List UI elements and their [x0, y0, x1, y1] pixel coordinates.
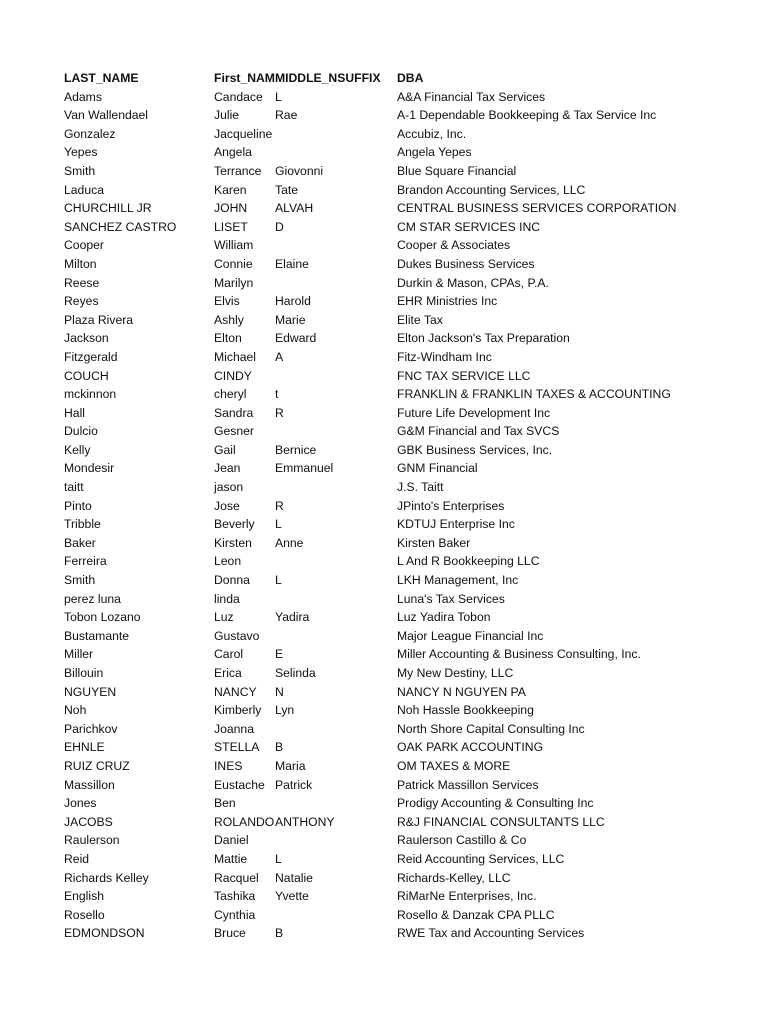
- cell-first-name: Cynthia: [214, 907, 256, 922]
- cell-last-name: Gonzalez: [64, 126, 116, 141]
- cell-dba: My New Destiny, LLC: [397, 666, 514, 680]
- cell-dba: Noh Hassle Bookkeeping: [397, 703, 534, 718]
- cell-middle-name: N: [275, 684, 284, 699]
- cell-first-name: Gail: [214, 442, 236, 457]
- cell-last-name: Tribble: [64, 517, 101, 532]
- table-header: [64, 69, 744, 88]
- cell-first-name: Elton: [214, 331, 242, 346]
- table-row: [64, 515, 744, 534]
- cell-first-name: Jean: [214, 461, 241, 476]
- cell-dba: FRANKLIN & FRANKLIN TAXES & ACCOUNTING: [397, 387, 671, 402]
- cell-first-name: Carol: [214, 647, 244, 662]
- cell-middle-name: B: [275, 740, 284, 755]
- cell-dba: CM STAR SERVICES INC: [397, 219, 541, 234]
- cell-last-name: Laduca: [64, 182, 104, 197]
- cell-last-name: perez luna: [64, 591, 121, 606]
- table-row: [64, 813, 744, 832]
- cell-first-name: CINDY: [214, 368, 252, 383]
- table-row: [64, 683, 744, 702]
- cell-dba: Dukes Business Services: [397, 256, 535, 271]
- cell-last-name: Mondesir: [64, 461, 115, 476]
- table-row: [64, 311, 744, 330]
- cell-middle-name: L: [275, 573, 282, 588]
- table-row: [64, 162, 744, 181]
- cell-middle-name: L: [275, 89, 282, 104]
- cell-middle-name: Giovonni: [275, 163, 324, 178]
- cell-last-name: NGUYEN: [64, 684, 117, 699]
- cell-dba: Miller Accounting & Business Consulting, Inc.: [397, 647, 641, 662]
- cell-last-name: Yepes: [64, 145, 98, 160]
- cell-dba: J.S. Taitt: [397, 480, 444, 495]
- table-row: [64, 701, 744, 720]
- cell-middle-name: L: [275, 517, 282, 532]
- table-row: [64, 850, 744, 869]
- table-row: [64, 255, 744, 274]
- table-row: [64, 274, 744, 293]
- cell-middle-name: D: [275, 219, 284, 234]
- cell-dba: Luz Yadira Tobon: [397, 610, 491, 625]
- cell-first-name: Eustache: [214, 777, 265, 792]
- cell-dba: A-1 Dependable Bookkeeping & Tax Service Inc: [397, 108, 657, 123]
- table-row: [64, 645, 744, 664]
- cell-last-name: Reese: [64, 275, 100, 290]
- cell-dba: Rosello & Danzak CPA PLLC: [397, 907, 555, 922]
- cell-first-name: NANCY: [214, 684, 257, 699]
- cell-dba: R&J FINANCIAL CONSULTANTS LLC: [397, 814, 605, 829]
- cell-dba: Blue Square Financial: [397, 163, 517, 178]
- cell-last-name: Jackson: [64, 331, 109, 346]
- cell-dba: Angela Yepes: [397, 145, 472, 160]
- cell-first-name: Michael: [214, 349, 256, 364]
- cell-last-name: Cooper: [64, 238, 104, 253]
- cell-last-name: Milton: [64, 256, 97, 271]
- table-row: [64, 831, 744, 850]
- header-first-middle-suffix: First_NAMMIDDLE_NSUFFIX: [214, 71, 381, 85]
- cell-last-name: Miller: [64, 647, 94, 662]
- cell-middle-name: Anne: [275, 535, 304, 550]
- cell-first-name: Leon: [214, 554, 242, 569]
- cell-dba: Elite Tax: [397, 312, 443, 327]
- table-row: [64, 664, 744, 683]
- cell-last-name: Bustamante: [64, 628, 130, 643]
- cell-first-name: Elvis: [214, 294, 240, 309]
- cell-last-name: taitt: [64, 480, 84, 495]
- cell-last-name: Noh: [64, 703, 87, 718]
- cell-dba: FNC TAX SERVICE LLC: [397, 368, 531, 383]
- cell-middle-name: B: [275, 926, 284, 941]
- cell-dba: Reid Accounting Services, LLC: [397, 851, 565, 866]
- cell-middle-name: Lyn: [275, 703, 295, 718]
- table-row: [64, 571, 744, 590]
- cell-first-name: Karen: [214, 182, 247, 197]
- cell-middle-name: R: [275, 405, 284, 420]
- table-row: [64, 627, 744, 646]
- table-row: [64, 552, 744, 571]
- cell-dba: A&A Financial Tax Services: [397, 89, 546, 104]
- cell-middle-name: Emmanuel: [275, 461, 334, 476]
- cell-middle-name: Elaine: [275, 256, 309, 271]
- cell-first-name: ROLANDO: [214, 814, 274, 829]
- cell-last-name: Pinto: [64, 498, 92, 513]
- cell-dba: Luna's Tax Services: [397, 591, 505, 606]
- directory-table: [64, 69, 744, 943]
- cell-middle-name: Rae: [275, 108, 298, 123]
- cell-last-name: RUIZ CRUZ: [64, 758, 130, 773]
- cell-last-name: EDMONDSON: [64, 926, 145, 941]
- cell-dba: G&M Financial and Tax SVCS: [397, 424, 560, 439]
- cell-first-name: Beverly: [214, 517, 255, 532]
- cell-first-name: Terrance: [214, 163, 262, 178]
- cell-dba: North Shore Capital Consulting Inc: [397, 721, 585, 736]
- cell-last-name: Reyes: [64, 294, 99, 309]
- cell-last-name: Fitzgerald: [64, 349, 118, 364]
- cell-first-name: Ashly: [214, 312, 244, 327]
- cell-last-name: Hall: [64, 405, 85, 420]
- cell-last-name: Van Wallendael: [64, 108, 149, 123]
- cell-first-name: Angela: [214, 145, 252, 160]
- cell-dba: GNM Financial: [397, 461, 478, 476]
- cell-last-name: EHNLE: [64, 740, 105, 755]
- cell-middle-name: ANTHONY: [275, 814, 335, 829]
- cell-middle-name: Marie: [275, 312, 306, 327]
- cell-first-name: INES: [214, 758, 243, 773]
- cell-first-name: JOHN: [214, 201, 248, 216]
- cell-dba: OM TAXES & MORE: [397, 758, 511, 773]
- cell-first-name: STELLA: [214, 740, 260, 755]
- table-row: [64, 720, 744, 739]
- header-dba: DBA: [397, 71, 424, 85]
- table-row: [64, 385, 744, 404]
- cell-first-name: Jose: [214, 498, 240, 513]
- table-row: [64, 497, 744, 516]
- table-row: [64, 348, 744, 367]
- cell-last-name: Ferreira: [64, 554, 107, 569]
- cell-dba: Major League Financial Inc: [397, 628, 544, 643]
- cell-middle-name: Tate: [275, 182, 299, 197]
- table-row: [64, 608, 744, 627]
- cell-dba: Raulerson Castillo & Co: [397, 833, 527, 848]
- cell-dba: L And R Bookkeeping LLC: [397, 554, 540, 569]
- cell-dba: NANCY N NGUYEN PA: [397, 684, 526, 699]
- cell-last-name: Reid: [64, 851, 90, 866]
- cell-dba: Durkin & Mason, CPAs, P.A.: [397, 275, 549, 290]
- cell-first-name: linda: [214, 591, 240, 606]
- cell-first-name: Racquel: [214, 870, 259, 885]
- cell-middle-name: A: [275, 349, 284, 364]
- table-row: [64, 776, 744, 795]
- cell-first-name: William: [214, 238, 254, 253]
- cell-dba: Fitz-Windham Inc: [397, 349, 492, 364]
- cell-middle-name: Maria: [275, 758, 306, 773]
- table-row: [64, 106, 744, 125]
- cell-dba: Richards-Kelley, LLC: [397, 870, 511, 885]
- cell-middle-name: Natalie: [275, 870, 313, 885]
- cell-last-name: JACOBS: [64, 814, 113, 829]
- cell-last-name: Richards Kelley: [64, 870, 149, 885]
- cell-first-name: Julie: [214, 108, 240, 123]
- cell-last-name: SANCHEZ CASTRO: [64, 219, 177, 234]
- table-row: [64, 292, 744, 311]
- cell-last-name: Parichkov: [64, 721, 118, 736]
- cell-dba: Future Life Development Inc: [397, 405, 551, 420]
- cell-dba: RWE Tax and Accounting Services: [397, 926, 585, 941]
- cell-dba: LKH Management, Inc: [397, 573, 519, 588]
- cell-last-name: English: [64, 889, 104, 904]
- cell-first-name: Mattie: [214, 851, 248, 866]
- table-row: [64, 906, 744, 925]
- cell-last-name: Dulcio: [64, 424, 98, 439]
- cell-last-name: CHURCHILL JR: [64, 201, 152, 216]
- cell-first-name: Jacqueline: [214, 126, 273, 141]
- cell-last-name: Rosello: [64, 907, 105, 922]
- cell-middle-name: Selinda: [275, 666, 316, 680]
- cell-first-name: Gesner: [214, 424, 254, 439]
- cell-middle-name: L: [275, 851, 282, 866]
- table-row: [64, 869, 744, 888]
- table-row: [64, 236, 744, 255]
- table-row: [64, 329, 744, 348]
- cell-middle-name: Bernice: [275, 442, 317, 457]
- cell-first-name: Candace: [214, 89, 263, 104]
- table-row: [64, 924, 744, 943]
- cell-first-name: Kimberly: [214, 703, 262, 718]
- cell-first-name: cheryl: [214, 387, 247, 402]
- cell-middle-name: Yvette: [275, 889, 309, 904]
- table-row: [64, 441, 744, 460]
- cell-dba: Cooper & Associates: [397, 238, 511, 253]
- cell-last-name: Tobon Lozano: [64, 610, 141, 625]
- table-row: [64, 125, 744, 144]
- cell-first-name: Ben: [214, 796, 236, 811]
- table-row: [64, 367, 744, 386]
- table-row: [64, 218, 744, 237]
- table-row: [64, 181, 744, 200]
- table-row: [64, 794, 744, 813]
- cell-middle-name: t: [275, 387, 279, 402]
- cell-last-name: Kelly: [64, 442, 91, 457]
- table-row: [64, 88, 744, 107]
- table-row: [64, 199, 744, 218]
- cell-dba: RiMarNe Enterprises, Inc.: [397, 889, 537, 904]
- cell-middle-name: Edward: [275, 331, 317, 346]
- cell-first-name: Marilyn: [214, 275, 254, 290]
- cell-last-name: mckinnon: [64, 387, 117, 402]
- table-body: [64, 88, 744, 943]
- table-row: [64, 887, 744, 906]
- cell-last-name: Baker: [64, 535, 96, 550]
- table-row: [64, 404, 744, 423]
- cell-first-name: jason: [214, 480, 244, 495]
- cell-first-name: Sandra: [214, 405, 254, 420]
- cell-last-name: Smith: [64, 163, 96, 178]
- cell-first-name: Donna: [214, 573, 250, 588]
- cell-last-name: Billouin: [64, 666, 104, 680]
- table-row: [64, 534, 744, 553]
- table-row: [64, 738, 744, 757]
- cell-first-name: Connie: [214, 256, 253, 271]
- cell-dba: Accubiz, Inc.: [397, 126, 467, 141]
- cell-last-name: Massillon: [64, 777, 115, 792]
- cell-dba: KDTUJ Enterprise Inc: [397, 517, 515, 532]
- cell-first-name: Kirsten: [214, 535, 252, 550]
- cell-dba: CENTRAL BUSINESS SERVICES CORPORATION: [397, 201, 677, 216]
- cell-last-name: Plaza Rivera: [64, 312, 134, 327]
- cell-dba: GBK Business Services, Inc.: [397, 442, 553, 457]
- cell-dba: Kirsten Baker: [397, 535, 471, 550]
- cell-first-name: Bruce: [214, 926, 246, 941]
- cell-last-name: Raulerson: [64, 833, 120, 848]
- cell-middle-name: Yadira: [275, 610, 310, 625]
- cell-last-name: Smith: [64, 573, 96, 588]
- cell-first-name: Erica: [214, 666, 242, 680]
- cell-first-name: Tashika: [214, 889, 256, 904]
- cell-first-name: Joanna: [214, 721, 254, 736]
- cell-first-name: Luz: [214, 610, 234, 625]
- cell-middle-name: ALVAH: [275, 201, 314, 216]
- cell-first-name: Daniel: [214, 833, 249, 848]
- cell-last-name: Jones: [64, 796, 97, 811]
- table-row: [64, 459, 744, 478]
- table-row: [64, 422, 744, 441]
- cell-middle-name: R: [275, 498, 284, 513]
- cell-middle-name: Patrick: [275, 777, 313, 792]
- cell-middle-name: Harold: [275, 294, 311, 309]
- cell-last-name: COUCH: [64, 368, 109, 383]
- table-row: [64, 590, 744, 609]
- cell-dba: JPinto's Enterprises: [397, 498, 505, 513]
- cell-dba: OAK PARK ACCOUNTING: [397, 740, 544, 755]
- cell-dba: Brandon Accounting Services, LLC: [397, 182, 586, 197]
- cell-first-name: LISET: [214, 219, 248, 234]
- header-last-name: LAST_NAME: [64, 71, 139, 85]
- cell-first-name: Gustavo: [214, 628, 260, 643]
- table-row: [64, 757, 744, 776]
- cell-dba: EHR Ministries Inc: [397, 294, 498, 309]
- cell-dba: Patrick Massillon Services: [397, 777, 539, 792]
- cell-middle-name: E: [275, 647, 284, 662]
- cell-last-name: Adams: [64, 89, 102, 104]
- cell-dba: Prodigy Accounting & Consulting Inc: [397, 796, 594, 811]
- cell-dba: Elton Jackson's Tax Preparation: [397, 331, 570, 346]
- table-row: [64, 478, 744, 497]
- table-row: [64, 143, 744, 162]
